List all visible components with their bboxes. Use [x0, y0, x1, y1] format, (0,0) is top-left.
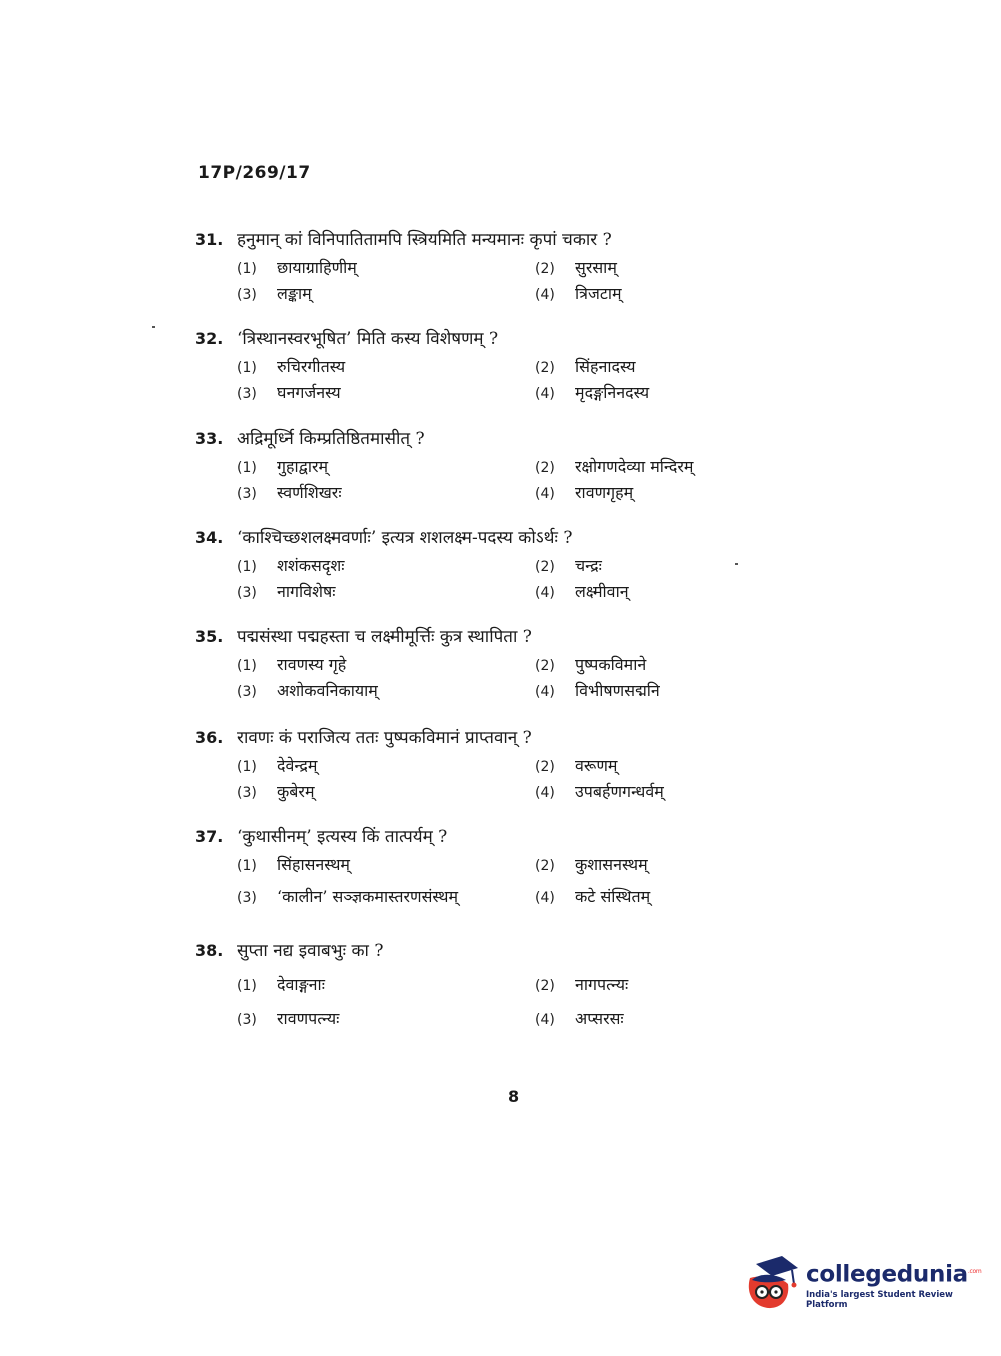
question-text: ‘कुथासीनम्’ इत्यस्य किं तात्पर्यम् ?: [237, 827, 448, 847]
option-3: (3) कुबेरम्: [237, 782, 315, 801]
options-list: [237, 455, 755, 507]
option-1: (1) गुहाद्वारम्: [237, 457, 329, 476]
option-2: (2) रक्षोगणदेव्या मन्दिरम्: [535, 457, 694, 476]
option-3: (3) स्वर्णशिखरः: [237, 483, 342, 502]
question-35: [195, 624, 755, 705]
option-4: (4) रावणगृहम्: [535, 483, 634, 502]
question-31: [195, 227, 755, 308]
question-text: रावणः कं पराजित्य ततः पुष्पकविमानं प्राप्तवान् ?: [237, 728, 532, 748]
option-1: (1) रुचिरगीतस्य: [237, 357, 346, 376]
page-number: 8: [508, 1087, 520, 1106]
options-list: [237, 973, 755, 1033]
option-3: (3) नागविशेषः: [237, 582, 336, 601]
logo-tagline: India's largest Student Review Platform: [806, 1289, 953, 1310]
question-number: 36.: [195, 728, 224, 747]
question-text: पद्मसंस्था पद्महस्ता च लक्ष्मीमूर्त्तिः कुत्र स्थापिता ?: [237, 627, 532, 647]
options-list: [237, 355, 755, 407]
question-number: 33.: [195, 429, 224, 448]
logo-wordmark: collegedunia$^{.com}$: [806, 1261, 982, 1288]
options-list: [237, 853, 755, 911]
option-2: (2) कुशासनस्थम्: [535, 855, 648, 874]
question-number: 31.: [195, 230, 224, 249]
option-3: (3) लङ्काम्: [237, 284, 312, 303]
question-text: हनुमान् कां विनिपातितामपि स्त्रियमिति मन्यमानः कृपां चकार ?: [237, 230, 612, 250]
option-3: (3) ‘कालीन’ सञ्ज्ञकमास्तरणसंस्थम्: [237, 887, 459, 906]
scan-speck: [735, 563, 738, 565]
question-number: 37.: [195, 827, 224, 846]
option-2: (2) वरूणम्: [535, 756, 618, 775]
question-38: [195, 938, 755, 1033]
option-3: (3) घनगर्जनस्य: [237, 383, 341, 402]
question-number: 35.: [195, 627, 224, 646]
option-1: (1) देवेन्द्रम्: [237, 756, 318, 775]
question-text: ‘काश्चिच्छशलक्ष्मवर्णाः’ इत्यत्र शशलक्ष्म-पदस्य कोऽर्थः ?: [237, 528, 573, 548]
question-33: [195, 426, 755, 507]
options-list: [237, 754, 755, 806]
question-number: 32.: [195, 329, 224, 348]
option-2: (2) सुरसाम्: [535, 258, 617, 277]
paper-code: 17P/269/17: [198, 163, 311, 183]
option-2: (2) नागपत्न्यः: [535, 975, 629, 994]
question-32: [195, 326, 755, 407]
scan-speck: [152, 326, 155, 328]
option-4: (4) लक्ष्मीवान्: [535, 582, 629, 601]
option-4: (4) अप्सरसः: [535, 1009, 624, 1028]
option-1: (1) रावणस्य गृहे: [237, 655, 347, 674]
collegedunia-watermark: [742, 1250, 982, 1320]
option-4: (4) कटे संस्थितम्: [535, 887, 651, 906]
option-2: (2) पुष्पकविमाने: [535, 655, 647, 674]
option-4: (4) विभीषणसद्मनि: [535, 681, 660, 700]
option-3: (3) रावणपत्न्यः: [237, 1009, 340, 1028]
option-3: (3) अशोकवनिकायाम्: [237, 681, 378, 700]
option-4: (4) त्रिजटाम्: [535, 284, 622, 303]
options-list: [237, 653, 755, 705]
question-text: अद्रिमूर्ध्नि किम्प्रतिष्ठितमासीत् ?: [237, 429, 425, 449]
option-1: (1) शशंकसदृशः: [237, 556, 345, 575]
question-text: सुप्ता नद्य इवाबभुः का ?: [237, 941, 384, 961]
option-1: (1) देवाङ्गनाः: [237, 975, 325, 994]
option-4: (4) उपबर्हणगन्धर्वम्: [535, 782, 664, 801]
question-34: [195, 525, 755, 606]
option-2: (2) सिंहनादस्य: [535, 357, 636, 376]
option-2: (2) चन्द्रः: [535, 556, 602, 575]
options-list: [237, 554, 755, 606]
question-36: [195, 725, 755, 806]
option-4: (4) मृदङ्गनिनदस्य: [535, 383, 650, 402]
option-1: (1) सिंहासनस्थम्: [237, 855, 350, 874]
option-1: (1) छायाग्राहिणीम्: [237, 258, 357, 277]
question-number: 38.: [195, 941, 224, 960]
mascot-icon: [742, 1254, 800, 1316]
question-37: [195, 824, 755, 911]
question-text: ‘त्रिस्थानस्वरभूषित’ मिति कस्य विशेषणम् ?: [237, 329, 499, 349]
options-list: [237, 256, 755, 308]
question-number: 34.: [195, 528, 224, 547]
